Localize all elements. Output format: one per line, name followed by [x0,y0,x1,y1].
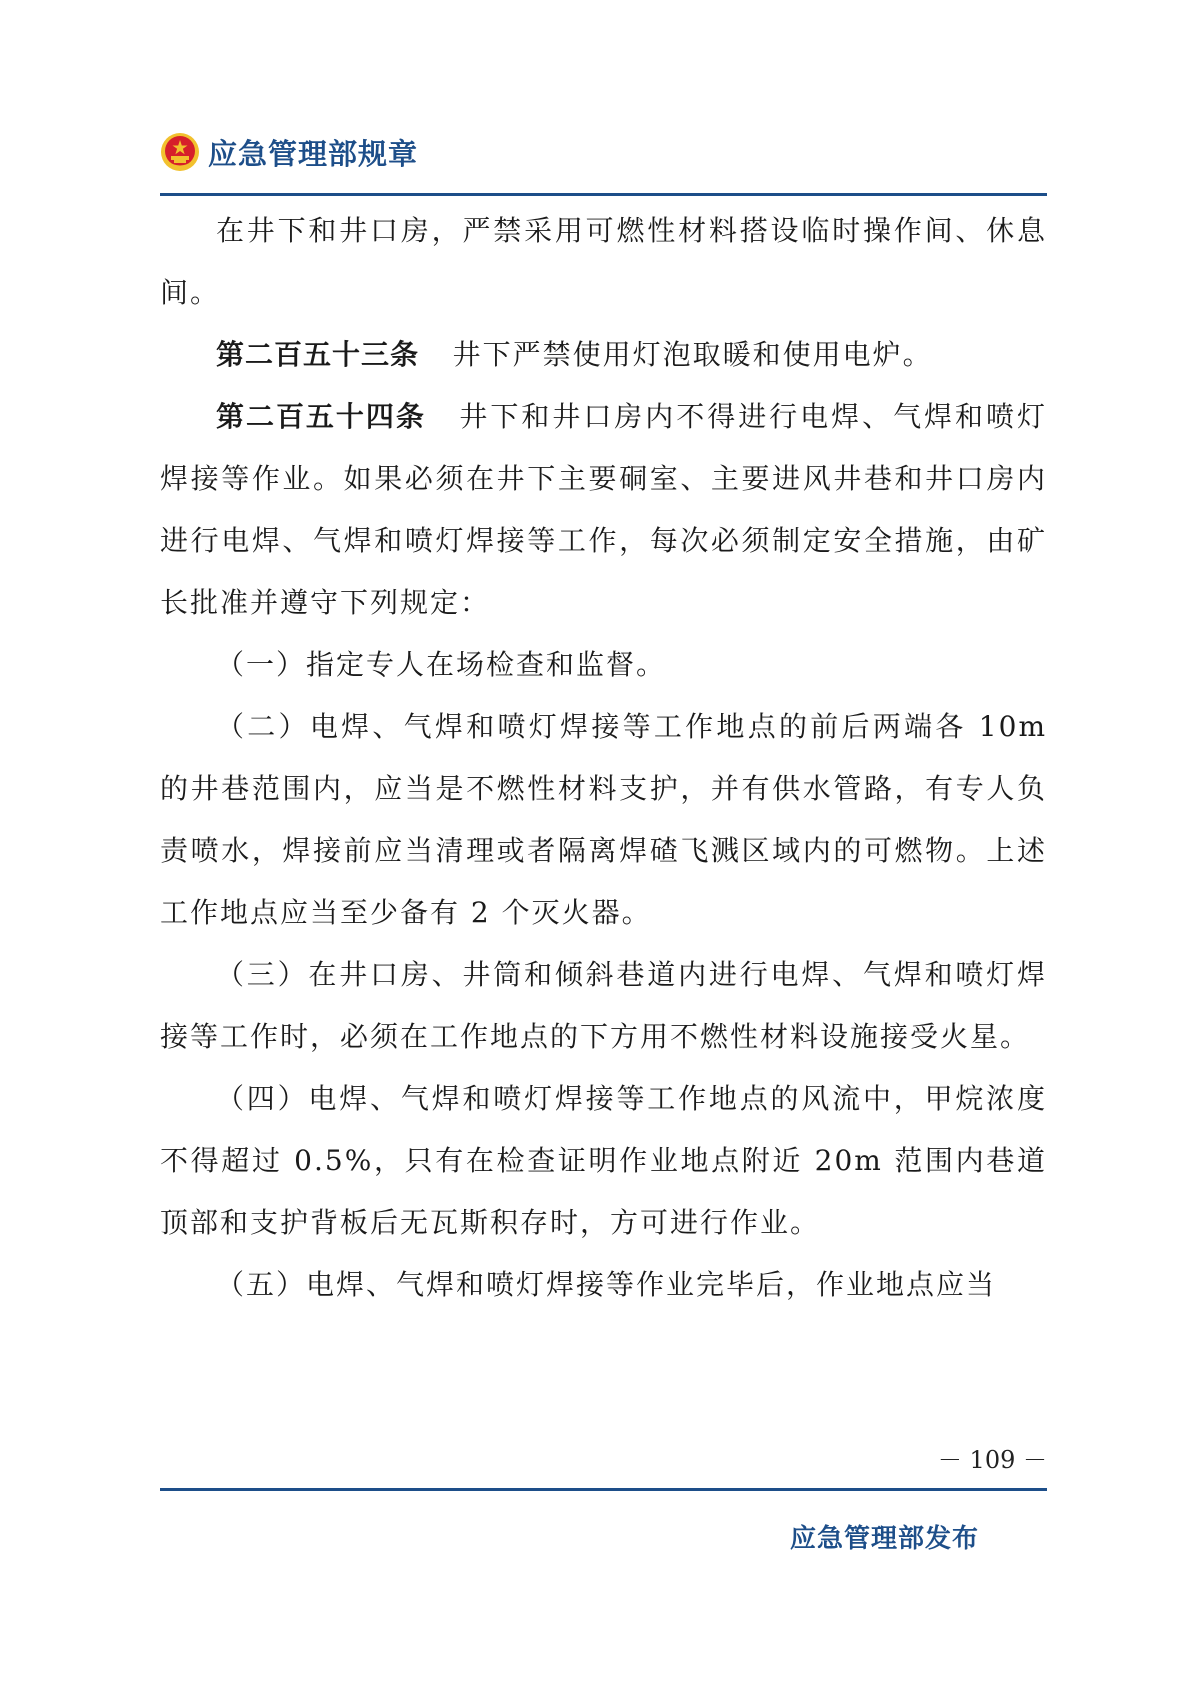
paragraph-text: （四）电焊、气焊和喷灯焊接等工作地点的风流中，甲烷浓度不得超过 0.5%，只有在检查证明作业地点附近 20m 范围内巷道顶部和支护背板后无瓦斯积存时，方可进行作业。 [160,1082,1047,1239]
page-number: － 109 － [937,1446,1047,1474]
paragraph-text: （五）电焊、气焊和喷灯焊接等作业完毕后，作业地点应当 [216,1268,997,1301]
article-number: 第二百五十四条 [216,400,426,433]
footer-rule [160,1488,1047,1491]
national-emblem-icon [160,132,200,172]
header-title: 应急管理部规章 [208,136,419,171]
paragraph [160,696,1047,944]
article-number: 第二百五十三条 [216,338,420,371]
paragraph-text: （三）在井口房、井筒和倾斜巷道内进行电焊、气焊和喷灯焊接等工作时，必须在工作地点的下方用不燃性材料设施接受火星。 [160,958,1047,1053]
paragraph-text: 井下和井口房内不得进行电焊、气焊和喷灯焊接等作业。如果必须在井下主要硐室、主要进风井巷和井口房内进行电焊、气焊和喷灯焊接等工作，每次必须制定安全措施，由矿长批准并遵守下列规定： [160,400,1047,619]
paragraph [160,944,1047,1068]
header-rule [160,193,1047,196]
paragraph-text: （一）指定专人在场检查和监督。 [216,648,667,681]
paragraph [160,1254,1047,1316]
document-body [160,200,1047,1316]
paragraph [160,634,1047,696]
paragraph [160,200,1047,324]
paragraph [160,386,1047,634]
footer-publisher: 应急管理部发布 [789,1524,979,1554]
paragraph-text: 在井下和井口房，严禁采用可燃性材料搭设临时操作间、休息间。 [160,214,1047,309]
paragraph-text: 井下严禁使用灯泡取暖和使用电炉。 [452,338,933,371]
paragraph [160,1068,1047,1254]
paragraph [160,324,1047,386]
page-header [160,127,418,177]
paragraph-text: （二）电焊、气焊和喷灯焊接等工作地点的前后两端各 10m 的井巷范围内，应当是不燃性材料支护，并有供水管路，有专人负责喷水，焊接前应当清理或者隔离焊碴飞溅区域内的可燃物。上述工作地点应当至少备有 2 个灭火器。 [160,710,1047,929]
